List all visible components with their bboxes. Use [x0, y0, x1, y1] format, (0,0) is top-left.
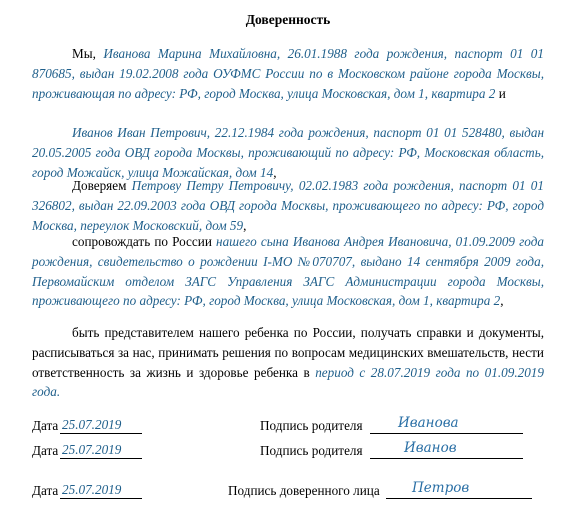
- date-label: Дата: [32, 443, 59, 458]
- signature-label: Подпись родителя: [260, 418, 363, 433]
- signature-value: Иванова: [398, 415, 459, 431]
- signature-value: Петров: [412, 480, 470, 496]
- date-label: Дата: [32, 483, 59, 498]
- paragraph-tail: ,: [500, 293, 504, 309]
- date-value: 25.07.2019: [62, 482, 122, 497]
- date-value: 25.07.2019: [62, 442, 122, 457]
- signature-value: Иванов: [404, 440, 457, 456]
- signature-line: [370, 440, 523, 459]
- paragraph-lead: Мы,: [72, 46, 104, 61]
- date-line: [60, 443, 142, 459]
- signature-label: Подпись родителя: [260, 443, 363, 458]
- document-title: Доверенность: [245, 12, 331, 27]
- signature-label: Подпись доверенного лица: [228, 483, 380, 498]
- paragraph-powers: [32, 323, 544, 402]
- paragraph-tail: и: [495, 85, 506, 101]
- signature-row-attorney: [32, 480, 544, 503]
- signature-line: [386, 480, 532, 499]
- date-line: [60, 483, 142, 499]
- attorney-details: Петрову Петру Петровичу, 02.02.1983 года рождения, паспорт 01 01 326802, выдан 22.09.2003 года ОВД города Москвы, проживающего по адресу: РФ, город Москва, переулок Московский, дом 59: [32, 178, 544, 233]
- paragraph-lead: Доверяем: [72, 178, 132, 193]
- validity-period: период с 28.07.2019 года по 01.09.2019 года.: [32, 364, 544, 400]
- paragraph-tail: ,: [243, 217, 247, 233]
- signature-row-parent-1: [32, 415, 544, 438]
- paragraph-lead: сопровождать по России: [72, 234, 217, 249]
- signature-line: [370, 415, 523, 434]
- paragraph-principal-1: [32, 44, 544, 103]
- child-details: нашего сына Иванова Андрея Ивановича, 01.09.2009 года рождения, свидетельство о рождении I-МО №070707, выдано 14 сентября 2009 года, Первомайским отделом ЗАГС Управления ЗАГС Администрации города Москвы, проживающего по адресу: РФ, город Москва, улица Московская, дом 1, квартира 2: [32, 234, 544, 309]
- signature-row-parent-2: [32, 440, 544, 463]
- principal-1-details: Иванова Марина Михайловна, 26.01.1988 года рождения, паспорт 01 01 870685, выдан 19.02.2008 года ОУФМС России по в Московском районе города Москвы, проживающая по адресу: РФ, город Москва, улица Московская, дом 1, квартира 2: [32, 46, 544, 101]
- principal-2-details: Иванов Иван Петрович, 22.12.1984 года рождения, паспорт 01 01 528480, выдан 20.05.2005 года ОВД города Москвы, проживающий по адресу: РФ, Московская область, город Можайск, улица Можайская, дом 14: [32, 125, 544, 180]
- paragraph-lead: быть представителем нашего ребенка по России, получать справки и документы, расписываться за нас, принимать решения по вопросам медицинских вмешательств, нести ответственность за жизнь и здоровье ребенка в: [32, 325, 544, 380]
- paragraph-attorney: [32, 176, 544, 235]
- date-value: 25.07.2019: [62, 417, 122, 432]
- date-line: [60, 418, 142, 434]
- paragraph-principal-2: [32, 123, 544, 182]
- date-label: Дата: [32, 418, 59, 433]
- paragraph-tail: ,: [273, 164, 277, 180]
- paragraph-child: [32, 232, 544, 311]
